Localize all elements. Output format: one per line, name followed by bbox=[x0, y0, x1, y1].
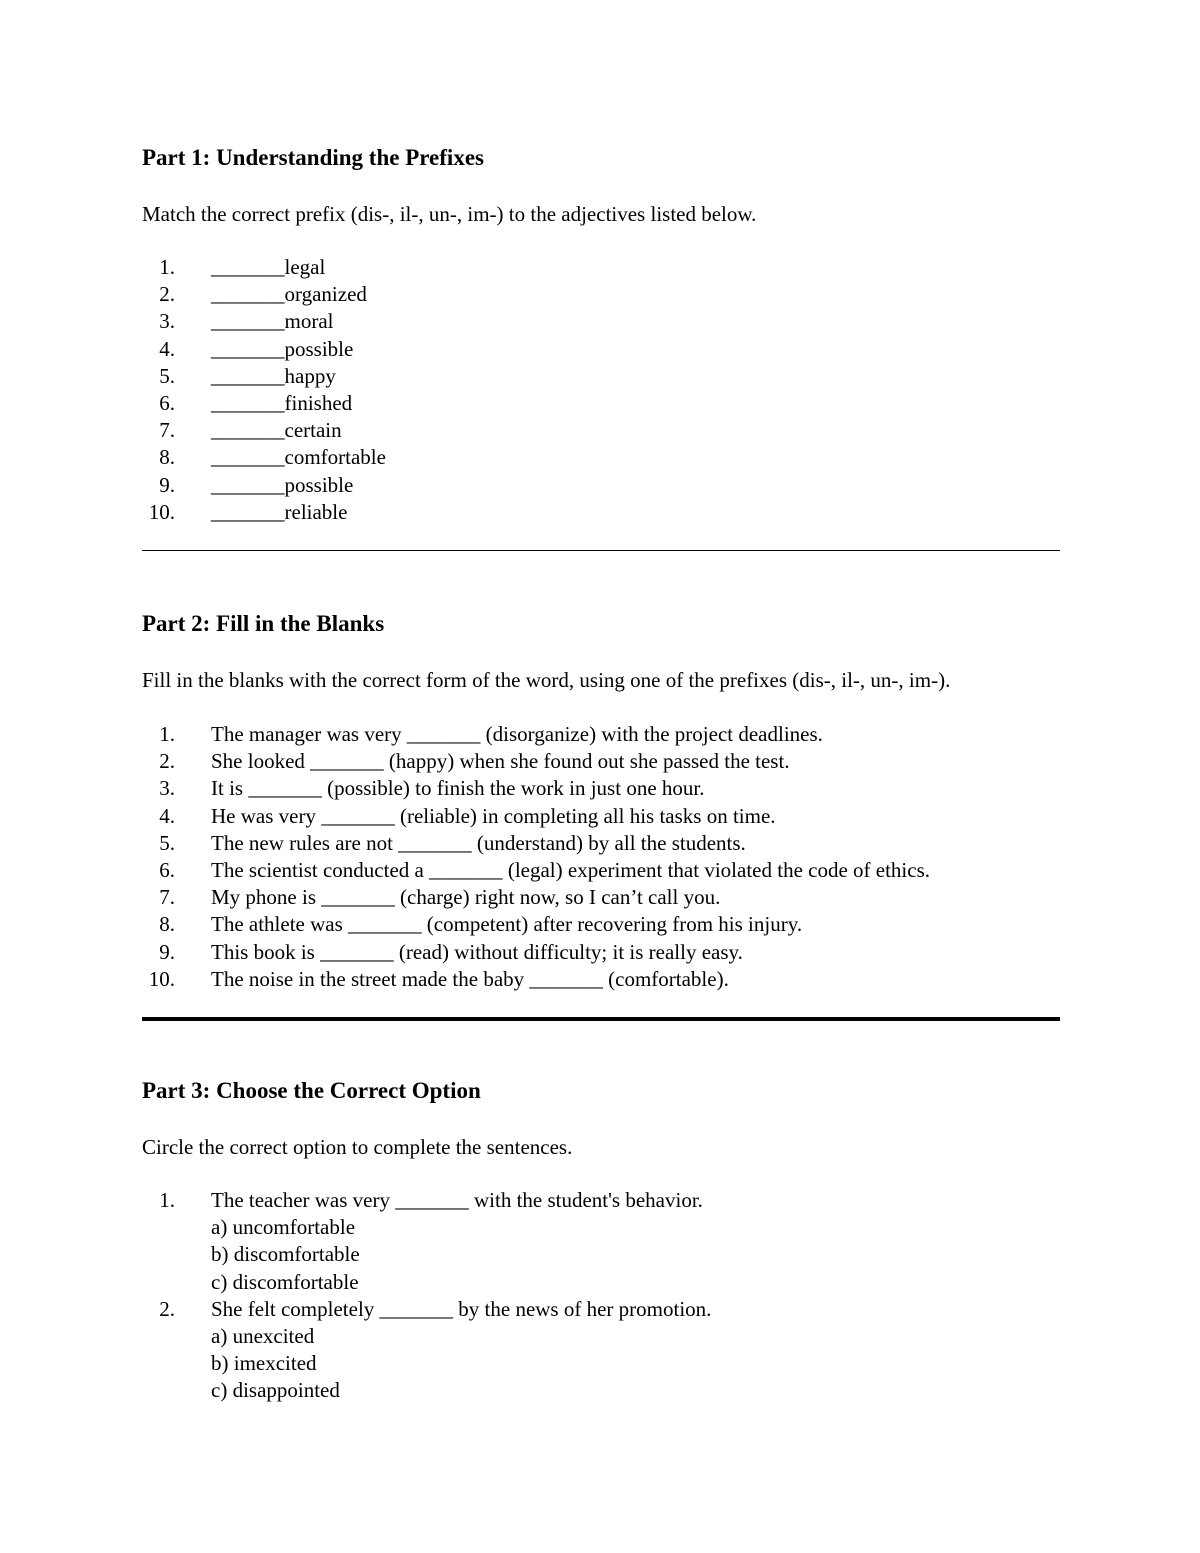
item-number: 1. bbox=[159, 1188, 175, 1212]
answer-option[interactable]: a) uncomfortable bbox=[211, 1215, 356, 1240]
question-item bbox=[142, 1296, 711, 1405]
item-number: 7. bbox=[159, 885, 175, 910]
item-text: _______happy bbox=[211, 363, 336, 388]
item-number: 5. bbox=[159, 363, 175, 388]
item-number: 1. bbox=[159, 722, 175, 746]
item-text: The manager was very _______ (disorganize) with the project deadlines. bbox=[211, 722, 823, 746]
item-text: _______certain bbox=[211, 418, 342, 443]
item-text: _______possible bbox=[211, 472, 354, 497]
item-number: 9. bbox=[159, 939, 175, 964]
item-text: This book is _______ (read) without difficulty; it is really easy. bbox=[211, 939, 743, 964]
item-number: 9. bbox=[159, 472, 175, 497]
part3-heading: Part 3: Choose the Correct Option bbox=[142, 1078, 481, 1103]
item-text: The new rules are not _______ (understand) by all the students. bbox=[211, 830, 746, 855]
part2-heading: Part 2: Fill in the Blanks bbox=[142, 611, 385, 636]
item-number: 4. bbox=[159, 803, 175, 828]
part2-section bbox=[142, 610, 1060, 991]
answer-option[interactable]: c) disappointed bbox=[211, 1378, 340, 1403]
part1-heading: Part 1: Understanding the Prefixes bbox=[142, 145, 484, 170]
item-text: It is _______ (possible) to finish the work in just one hour. bbox=[211, 776, 705, 801]
question-item bbox=[142, 1187, 711, 1296]
item-number: 10. bbox=[148, 966, 175, 991]
item-text: He was very _______ (reliable) in completing all his tasks on time. bbox=[211, 803, 776, 828]
item-number: 3. bbox=[159, 776, 175, 801]
item-text: The noise in the street made the baby _______ (comfortable). bbox=[211, 966, 729, 991]
item-number: 5. bbox=[159, 830, 175, 855]
item-number: 2. bbox=[159, 749, 175, 774]
item-text: _______comfortable bbox=[211, 445, 386, 470]
item-number: 8. bbox=[159, 912, 175, 937]
part3-instruction: Circle the correct option to complete the sentences. bbox=[142, 1135, 573, 1159]
part3-section bbox=[142, 1077, 1060, 1403]
item-text: _______reliable bbox=[211, 499, 348, 524]
item-text: She looked _______ (happy) when she found out she passed the test. bbox=[211, 749, 790, 774]
part3-list bbox=[142, 1187, 711, 1405]
item-text: _______finished bbox=[211, 390, 353, 415]
item-number: 1. bbox=[159, 255, 175, 279]
item-number: 6. bbox=[159, 390, 175, 415]
item-number: 6. bbox=[159, 857, 175, 882]
item-text: My phone is _______ (charge) right now, so I can’t call you. bbox=[211, 885, 721, 910]
answer-option[interactable]: b) imexcited bbox=[211, 1351, 317, 1376]
part2-instruction: Fill in the blanks with the correct form of the word, using one of the prefixes (dis-, il-, un-, im-). bbox=[142, 668, 951, 692]
item-number: 2. bbox=[159, 282, 175, 307]
answer-option[interactable]: c) discomfortable bbox=[211, 1269, 359, 1294]
item-number: 7. bbox=[159, 418, 175, 443]
item-text: _______legal bbox=[211, 255, 326, 279]
question-text: The teacher was very _______ with the student's behavior. bbox=[211, 1188, 703, 1212]
item-number: 8. bbox=[159, 445, 175, 470]
item-number: 4. bbox=[159, 336, 175, 361]
item-text: The scientist conducted a _______ (legal) experiment that violated the code of ethics. bbox=[211, 857, 931, 882]
part1-section bbox=[142, 144, 1060, 524]
item-number: 10. bbox=[148, 499, 175, 524]
answer-option[interactable]: b) discomfortable bbox=[211, 1242, 360, 1267]
section-divider bbox=[142, 550, 1060, 551]
answer-option[interactable]: a) unexcited bbox=[211, 1323, 315, 1348]
part1-instruction: Match the correct prefix (dis-, il-, un-, im-) to the adjectives listed below. bbox=[142, 202, 757, 226]
item-number: 3. bbox=[159, 309, 175, 334]
item-text: _______possible bbox=[211, 336, 354, 361]
question-text: She felt completely _______ by the news of her promotion. bbox=[211, 1296, 712, 1321]
section-divider bbox=[142, 1017, 1060, 1021]
item-text: _______organized bbox=[211, 282, 367, 307]
item-number: 2. bbox=[159, 1296, 175, 1321]
item-text: _______moral bbox=[211, 309, 334, 334]
item-text: The athlete was _______ (competent) after recovering from his injury. bbox=[211, 912, 803, 937]
